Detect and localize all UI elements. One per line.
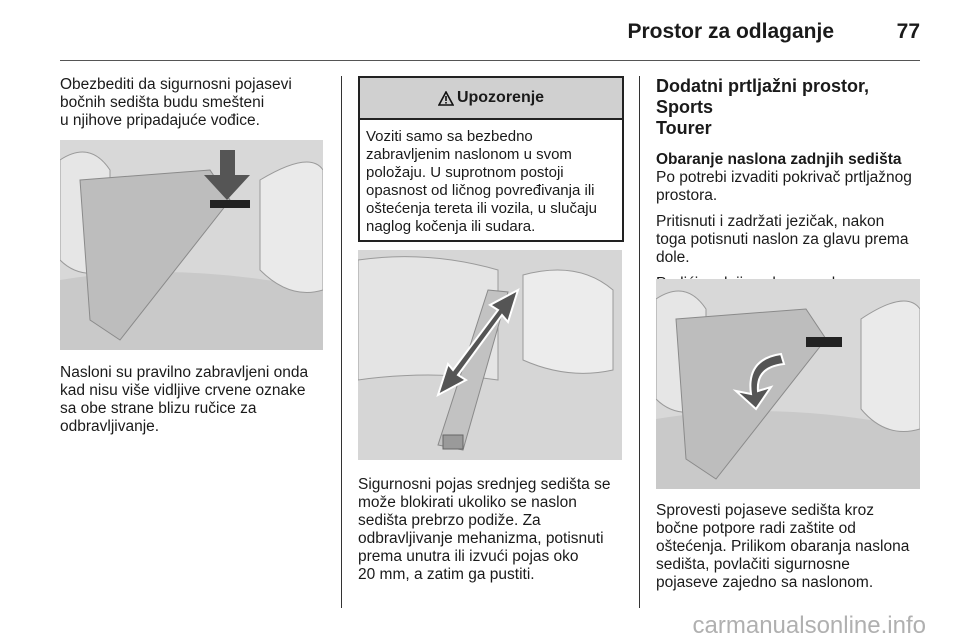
warning-text bbox=[360, 120, 622, 242]
warning-triangle-icon bbox=[438, 91, 454, 106]
page-number: 77 bbox=[896, 20, 920, 43]
seat-belt-guide-image bbox=[60, 140, 323, 350]
column-2 bbox=[358, 76, 624, 583]
text-line: oštećenja tereta ili vozila, u slučaju bbox=[366, 200, 597, 217]
section-heading bbox=[656, 76, 924, 139]
text-line: položaju. U suprotnom postoji bbox=[366, 164, 564, 181]
text-line: opasnost od ličnog povređivanja ili bbox=[366, 182, 595, 199]
text-line: Sprovesti pojaseve sedišta kroz bbox=[656, 502, 874, 519]
warning-box bbox=[358, 76, 624, 242]
text-line: bočnih sedišta budu smešteni bbox=[60, 94, 265, 111]
text-line: odbravljivanje. bbox=[60, 418, 160, 435]
text-line: može blokirati ukoliko se naslon bbox=[358, 494, 577, 511]
text-line: Obezbediti da sigurnosni pojasevi bbox=[60, 76, 292, 93]
text-line: bočne potpore radi zaštite od bbox=[656, 520, 856, 537]
text-line: pojaseve zajedno sa naslonom. bbox=[656, 574, 874, 591]
warning-header bbox=[360, 78, 622, 120]
text-line: u njihove pripadajuće vođice. bbox=[60, 112, 260, 129]
column-divider bbox=[341, 76, 342, 608]
paragraph bbox=[60, 76, 328, 130]
text-line: odbravljivanje mehanizma, potisnuti bbox=[358, 530, 604, 547]
column-3 bbox=[656, 76, 924, 591]
text-line: Pritisnuti i zadržati jezičak, nakon bbox=[656, 213, 885, 230]
subsection-heading: Obaranje naslona zadnjih sedišta bbox=[656, 151, 902, 168]
text-line: Tourer bbox=[656, 118, 712, 138]
paragraph bbox=[656, 169, 924, 205]
belt-guide-illustration bbox=[60, 140, 323, 350]
text-line: sedišta, povlačiti sigurnosne bbox=[656, 556, 850, 573]
column-1 bbox=[60, 76, 328, 435]
text-line: dole. bbox=[656, 249, 690, 266]
text-line: sa obe strane blizu ručice za bbox=[60, 400, 257, 417]
text-line: Dodatni prtljažni prostor, Sports bbox=[656, 76, 870, 117]
text-line: prema unutra ili izvući pojas oko bbox=[358, 548, 579, 565]
text-line: sedišta prebrzo podiže. Za bbox=[358, 512, 541, 529]
text-line: naglog kočenja ili sudara. bbox=[366, 218, 536, 235]
fold-seat-image bbox=[656, 279, 920, 489]
middle-belt-image bbox=[358, 250, 622, 460]
column-divider bbox=[639, 76, 640, 608]
text-line: toga potisnuti naslon za glavu prema bbox=[656, 231, 909, 248]
paragraph bbox=[358, 476, 624, 584]
text-line: Po potrebi izvaditi pokrivač prtljažnog bbox=[656, 169, 912, 186]
text-line: Nasloni su pravilno zabravljeni onda bbox=[60, 364, 309, 381]
page-title: Prostor za odlaganje bbox=[627, 20, 834, 43]
text-line: zabravljenim naslonom u svom bbox=[366, 146, 572, 163]
watermark: carmanualsonline.info bbox=[692, 612, 926, 639]
headrest-fold-illustration bbox=[656, 279, 920, 489]
page-header bbox=[60, 0, 920, 62]
paragraph bbox=[656, 502, 924, 592]
headrest-belt-illustration bbox=[358, 250, 622, 460]
paragraph bbox=[656, 213, 924, 267]
warning-title: Upozorenje bbox=[456, 89, 545, 106]
paragraph bbox=[60, 364, 328, 436]
text-line: oštećenja. Prilikom obaranja naslona bbox=[656, 538, 910, 555]
text-line: kad nisu više vidljive crvene oznake bbox=[60, 382, 306, 399]
text-line: 20 mm, a zatim ga pustiti. bbox=[358, 566, 535, 583]
text-line: prostora. bbox=[656, 187, 718, 204]
text-line: Sigurnosni pojas srednjeg sedišta se bbox=[358, 476, 611, 493]
text-line: Voziti samo sa bezbedno bbox=[366, 128, 533, 145]
header-rule bbox=[60, 60, 920, 61]
